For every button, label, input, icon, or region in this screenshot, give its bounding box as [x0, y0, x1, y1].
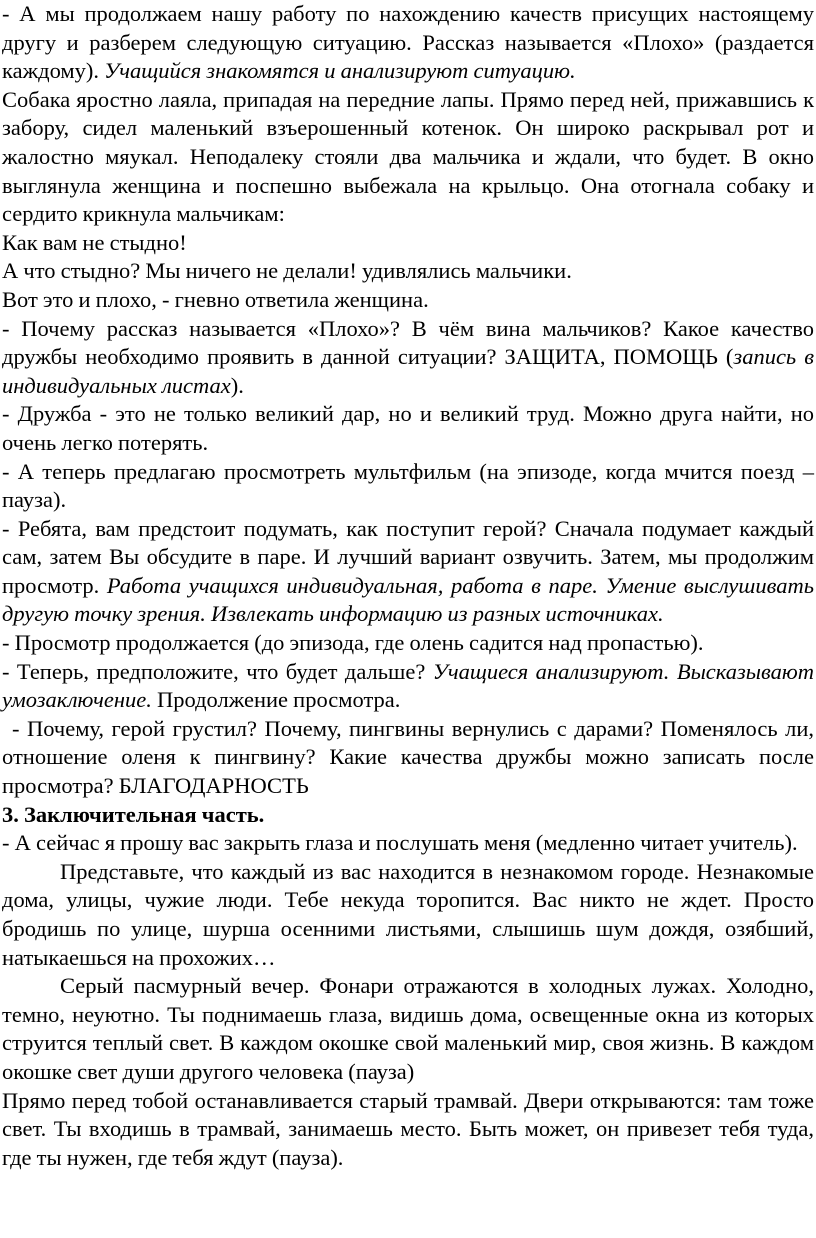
- paragraph-text: - Ребята, вам предстоит подумать, как поступит герой? Сначала подумает каждый сам, затем Вы обсудите в паре. И лучший вариант озвучить. Затем, мы продолжим просмотр.: [2, 515, 814, 598]
- paragraph-text-end: ).: [230, 372, 244, 398]
- paragraph-intro-story: [2, 0, 814, 86]
- paragraph-friendship: - Дружба - это не только великий дар, но и великий труд. Можно друга найти, но очень легко потерять.: [2, 401, 814, 455]
- paragraph-think: [2, 515, 814, 629]
- paragraph-tram: Прямо перед тобой останавливается старый трамвай. Двери открываются: там тоже свет. Ты входишь в трамвай, занимаешь место. Быть может, он привезет тебя туда, где ты нужен, где тебя ждут (пауза).: [2, 1087, 814, 1170]
- paragraph-close-eyes: - А сейчас я прошу вас закрыть глаза и послушать меня (медленно читает учитель).: [2, 830, 798, 856]
- paragraph-questions: [2, 315, 814, 401]
- paragraph-continue: - Просмотр продолжается (до эпизода, где олень садится над пропастью).: [2, 630, 704, 656]
- paragraph-quote-answer: Вот это и плохо, - гневно ответила женщина.: [2, 286, 429, 312]
- paragraph-note-italic: Учащийся знакомятся и анализируют ситуацию.: [104, 58, 576, 84]
- paragraph-text-end: Продолжение просмотра.: [151, 687, 401, 713]
- paragraph-text: - А мы продолжаем нашу работу по нахождению качеств присущих настоящему другу и разберем следующую ситуацию. Рассказ называется «Плохо» (раздается каждому).: [2, 1, 814, 84]
- paragraph-imagine-city: Представьте, что каждый из вас находится в незнакомом городе. Незнакомые дома, улицы, чужие люди. Тебе некуда торопится. Вас никто не ждет. Просто бродишь по улице, шурша осенними листьями, слышишь шум дождя, озябший, натыкаешься на прохожих…: [2, 858, 814, 970]
- paragraph-text: - Почему рассказ называется «Плохо»? В чём вина мальчиков? Какое качество дружбы необходимо проявить в данной ситуации? ЗАЩИТА, ПОМОЩЬ (: [2, 315, 814, 370]
- paragraph-cartoon: - А теперь предлагаю просмотреть мультфильм (на эпизоде, когда мчится поезд – пауза).: [2, 458, 814, 513]
- paragraph-text: - Теперь, предположите, что будет дальше?: [2, 658, 433, 684]
- paragraph-quote-woman: Как вам не стыдно!: [2, 229, 187, 255]
- paragraph-story: Собака яростно лаяла, припадая на передние лапы. Прямо перед ней, прижавшись к забору, сидел маленький взъерошенный котенок. Он широко раскрывал рот и жалостно мяукал. Неподалеку стояли два мальчика и ждали, что будет. В окно выглянула женщина и поспешно выбежала на крыльцо. Она отогнала собаку и сердито крикнула мальчикам:: [2, 86, 814, 227]
- paragraph-predict: [2, 658, 814, 715]
- paragraph-note-italic: Работа учащихся индивидуальная, работа в паре. Умение выслушивать другую точку зрения. Извлекать информацию из разных источниках.: [2, 572, 815, 627]
- paragraph-note-italic: Учащиеся анализируют. Высказывают умозаключение.: [2, 658, 814, 713]
- paragraph-quote-boys: А что стыдно? Мы ничего не делали! удивлялись мальчики.: [2, 258, 572, 284]
- paragraph-evening: Серый пасмурный вечер. Фонари отражаются в холодных лужах. Холодно, темно, неуютно. Ты поднимаешь глаза, видишь дома, освещенные окна из которых струится теплый свет. В каждом окошке свой маленький мир, своя жизнь. В каждом окошке свет души другого человека (пауза): [2, 973, 814, 1084]
- section-heading: 3. Заключительная часть.: [2, 801, 265, 827]
- paragraph-note-italic: запись в индивидуальных листах: [2, 344, 814, 398]
- paragraph-why-sad: - Почему, герой грустил? Почему, пингвины вернулись с дарами? Поменялось ли, отношение оленя к пингвину? Какие качества дружбы можно записать после просмотра? БЛАГОДАРНОСТЬ: [2, 715, 814, 799]
